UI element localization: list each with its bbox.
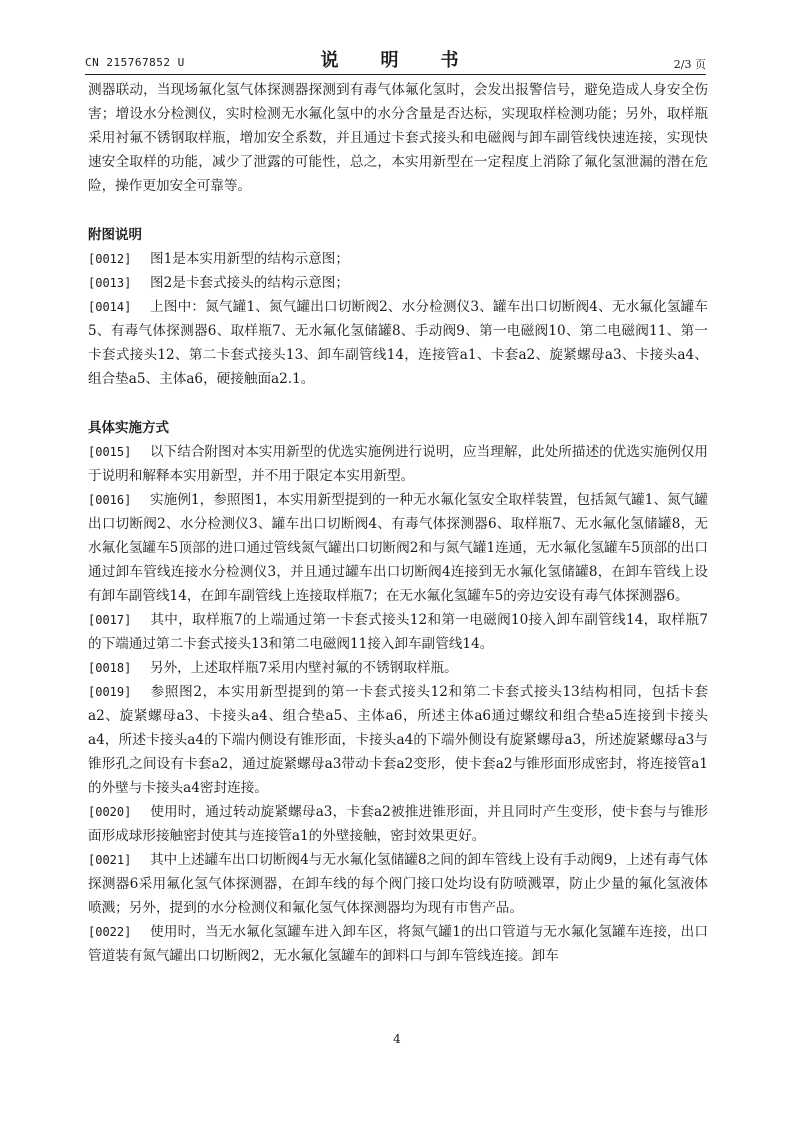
paragraph-number: [0019]	[88, 685, 132, 699]
paragraph-number: [0017]	[88, 613, 132, 627]
paragraph-text: 另外，上述取样瓶7采用内壁衬氟的不锈钢取样瓶。	[150, 660, 458, 676]
section-heading-drawings: 附图说明	[88, 227, 142, 243]
paragraph-text: 以下结合附图对本实用新型的优选实施例进行说明，应当理解，此处所描述的优选实施例仅用于说明和解释本实用新型，并不用于限定本实用新型。	[88, 444, 708, 484]
paragraph-0022	[88, 920, 708, 968]
paragraph-number: [0021]	[88, 853, 132, 867]
document-body	[88, 78, 708, 968]
paragraph-0016	[88, 488, 708, 608]
paragraph-text: 参照图2，本实用新型提到的第一卡套式接头12和第二卡套式接头13结构相同，包括卡套a2、旋紧螺母a3、卡接头a4、组合垫a5、主体a6，所述主体a6通过螺纹和组合垫a5连接到卡接头a4，所述卡接头a4的下端内侧设有锥形面，卡接头a4的下端外侧设有旋紧螺母a3，所述旋紧螺母a3与锥形孔之间设有卡套a2，通过旋紧螺母a3带动卡套a2变形，使卡套a2与锥形面形成密封，将连接管a1的外壁与卡接头a4密封连接。	[88, 684, 708, 796]
paragraph-0014	[88, 295, 708, 391]
paragraph-text: 使用时，通过转动旋紧螺母a3，卡套a2被推进锥形面，并且同时产生变形，使卡套与与锥形面形成球形接触密封使其与连接管a1的外壁接触，密封效果更好。	[88, 804, 708, 844]
paragraph-0017	[88, 608, 708, 656]
paragraph-0020	[88, 800, 708, 848]
paragraph-0018	[88, 656, 708, 680]
paragraph-number: [0014]	[88, 300, 132, 314]
document-number: CN 215767852 U	[85, 56, 185, 69]
paragraph-number: [0018]	[88, 661, 132, 675]
paragraph-0013	[88, 271, 708, 295]
paragraph-text: 使用时，当无水氟化氢罐车进入卸车区，将氮气罐1的出口管道与无水氟化氢罐车连接，出口管道装有氮气罐出口切断阀2，无水氟化氢罐车的卸料口与卸车管线连接。卸车	[88, 924, 708, 964]
paragraph-number: [0016]	[88, 493, 132, 507]
paragraph-text: 其中上述罐车出口切断阀4与无水氟化氢储罐8之间的卸车管线上设有手动阀9，上述有毒气体探测器6采用氟化氢气体探测器，在卸车线的每个阀门接口处均设有防喷溅罩，防止少量的氟化氢液体喷溅；另外，提到的水分检测仪和氟化氢气体探测器均为现有市售产品。	[88, 852, 708, 916]
paragraph-number: [0022]	[88, 925, 132, 939]
paragraph-0012	[88, 247, 708, 271]
paragraph-0021	[88, 848, 708, 920]
paragraph-text: 实施例1，参照图1，本实用新型提到的一种无水氟化氢安全取样装置，包括氮气罐1、氮气罐出口切断阀2、水分检测仪3、罐车出口切断阀4、有毒气体探测器6、取样瓶7、无水氟化氢储罐8，无水氟化氢罐车5顶部的进口通过管线氮气罐出口切断阀2和与氮气罐1连通，无水氟化氢罐车5顶部的出口通过卸车管线连接水分检测仪3，并且通过罐车出口切断阀4连接到无水氟化氢储罐8，在卸车管线上设有卸车副管线14，在卸车副管线上连接取样瓶7；在无水氟化氢罐车5的旁边安设有毒气体探测器6。	[88, 492, 708, 604]
page-indicator: 2/3 页	[673, 58, 706, 71]
paragraph-number: [0012]	[88, 252, 132, 266]
paragraph-0015	[88, 440, 708, 488]
page-title: 说 明 书	[320, 50, 471, 71]
paragraph-number: [0020]	[88, 805, 132, 819]
paragraph-text: 图1是本实用新型的结构示意图；	[150, 251, 349, 267]
page-header	[85, 44, 706, 75]
paragraph-number: [0013]	[88, 276, 132, 290]
paragraph-number: [0015]	[88, 445, 132, 459]
intro-paragraph: 测器联动，当现场氟化氢气体探测器探测到有毒气体氟化氢时，会发出报警信号，避免造成人身安全伤害；增设水分检测仪，实时检测无水氟化氢中的水分含量是否达标，实现取样检测功能；另外，取样瓶采用衬氟不锈钢取样瓶，增加安全系数，并且通过卡套式接头和电磁阀与卸车副管线快速连接，实现快速安全取样的功能，减少了泄露的可能性，总之，本实用新型在一定程度上消除了氟化氢泄漏的潜在危险，操作更加安全可靠等。	[88, 82, 708, 194]
paragraph-text: 图2是卡套式接头的结构示意图；	[150, 275, 349, 291]
paragraph-text: 上图中：氮气罐1、氮气罐出口切断阀2、水分检测仪3、罐车出口切断阀4、无水氟化氢罐车5、有毒气体探测器6、取样瓶7、无水氟化氢储罐8、手动阀9、第一电磁阀10、第二电磁阀11、第一卡套式接头12、第二卡套式接头13、卸车副管线14，连接管a1、卡套a2、旋紧螺母a3、卡接头a4、组合垫a5、主体a6，硬接触面a2.1。	[88, 299, 708, 387]
section-heading-embodiments: 具体实施方式	[88, 420, 169, 436]
paragraph-text: 其中，取样瓶7的上端通过第一卡套式接头12和第一电磁阀10接入卸车副管线14，取样瓶7的下端通过第二卡套式接头13和第二电磁阀11接入卸车副管线14。	[88, 612, 708, 652]
page-number: 4	[393, 1032, 401, 1046]
paragraph-0019	[88, 680, 708, 800]
